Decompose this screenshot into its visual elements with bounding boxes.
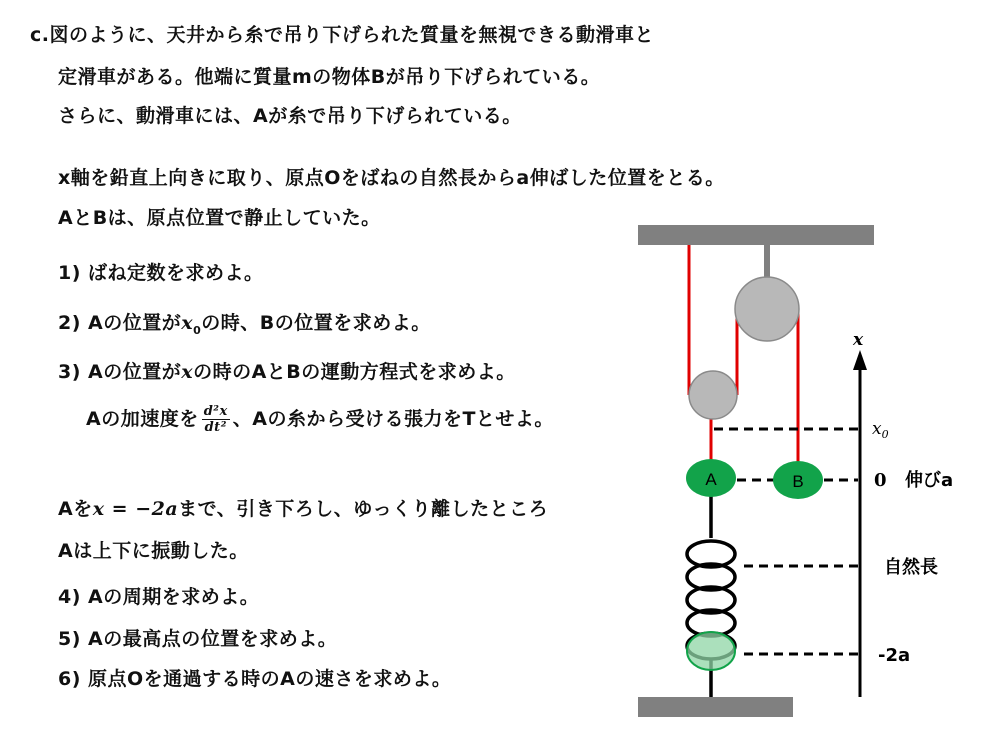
question-1: 1) ばね定数を求めよ。 bbox=[58, 262, 264, 284]
oscillation-equation: x = −2a bbox=[92, 498, 179, 520]
question-2-text-b: の時、Bの位置を求めよ。 bbox=[201, 312, 431, 334]
question-4: 4) Aの周期を求めよ。 bbox=[58, 586, 260, 608]
block-a-ghost bbox=[687, 632, 735, 670]
question-2-subscript: 0 bbox=[193, 323, 202, 337]
ceiling bbox=[638, 225, 874, 245]
x-axis-label: x bbox=[853, 330, 864, 350]
question-5: 5) Aの最高点の位置を求めよ。 bbox=[58, 628, 338, 650]
zero-label: 0 bbox=[874, 470, 887, 491]
block-a-label: A bbox=[705, 470, 717, 489]
question-3-variable: x bbox=[181, 361, 194, 383]
x0-label bbox=[872, 419, 889, 441]
intro-line-1: c.図のように、天井から糸で吊り下げられた質量を無視できる動滑車と bbox=[30, 24, 654, 46]
block-b-label: B bbox=[792, 472, 804, 491]
oscillation-text-b: まで、引き下ろし、ゆっくり離したところ bbox=[178, 498, 549, 520]
stretch-label: 伸びa bbox=[905, 470, 954, 491]
minus-2a-label: -2a bbox=[878, 645, 911, 666]
movable-pulley bbox=[689, 371, 737, 419]
fixed-pulley bbox=[735, 277, 799, 341]
acceleration-text-b: 、Aの糸から受ける張力をTとせよ。 bbox=[232, 408, 554, 430]
x0-label-sub: 0 bbox=[881, 428, 889, 441]
question-2-variable: x bbox=[181, 312, 194, 334]
setup-line-2: AとBは、原点位置で静止していた。 bbox=[58, 207, 381, 229]
fraction-denominator: dt² bbox=[204, 420, 227, 435]
oscillation-line-2: Aは上下に振動した。 bbox=[58, 540, 249, 562]
question-3-text-b: の時のAとBの運動方程式を求めよ。 bbox=[193, 361, 516, 383]
intro-line-2: 定滑車がある。他端に質量mの物体Bが吊り下げられている。 bbox=[58, 66, 601, 88]
acceleration-text-a: Aの加速度を bbox=[86, 408, 199, 430]
x-axis-arrowhead bbox=[853, 350, 867, 370]
question-3-text-a: 3) Aの位置が bbox=[58, 361, 182, 383]
question-2-text-a: 2) Aの位置が bbox=[58, 312, 182, 334]
question-6: 6) 原点Oを通過する時のAの速さを求めよ。 bbox=[58, 668, 452, 690]
oscillation-text-a: Aを bbox=[58, 498, 93, 520]
intro-line-3: さらに、動滑車には、Aが糸で吊り下げられている。 bbox=[58, 105, 522, 127]
x0-label-var: x bbox=[872, 419, 882, 439]
floor bbox=[638, 697, 793, 717]
natural-length-label: 自然長 bbox=[884, 557, 938, 578]
fraction-numerator: d²x bbox=[203, 404, 228, 419]
setup-line-1: x軸を鉛直上向きに取り、原点Oをばねの自然長からa伸ばした位置をとる。 bbox=[58, 167, 725, 189]
